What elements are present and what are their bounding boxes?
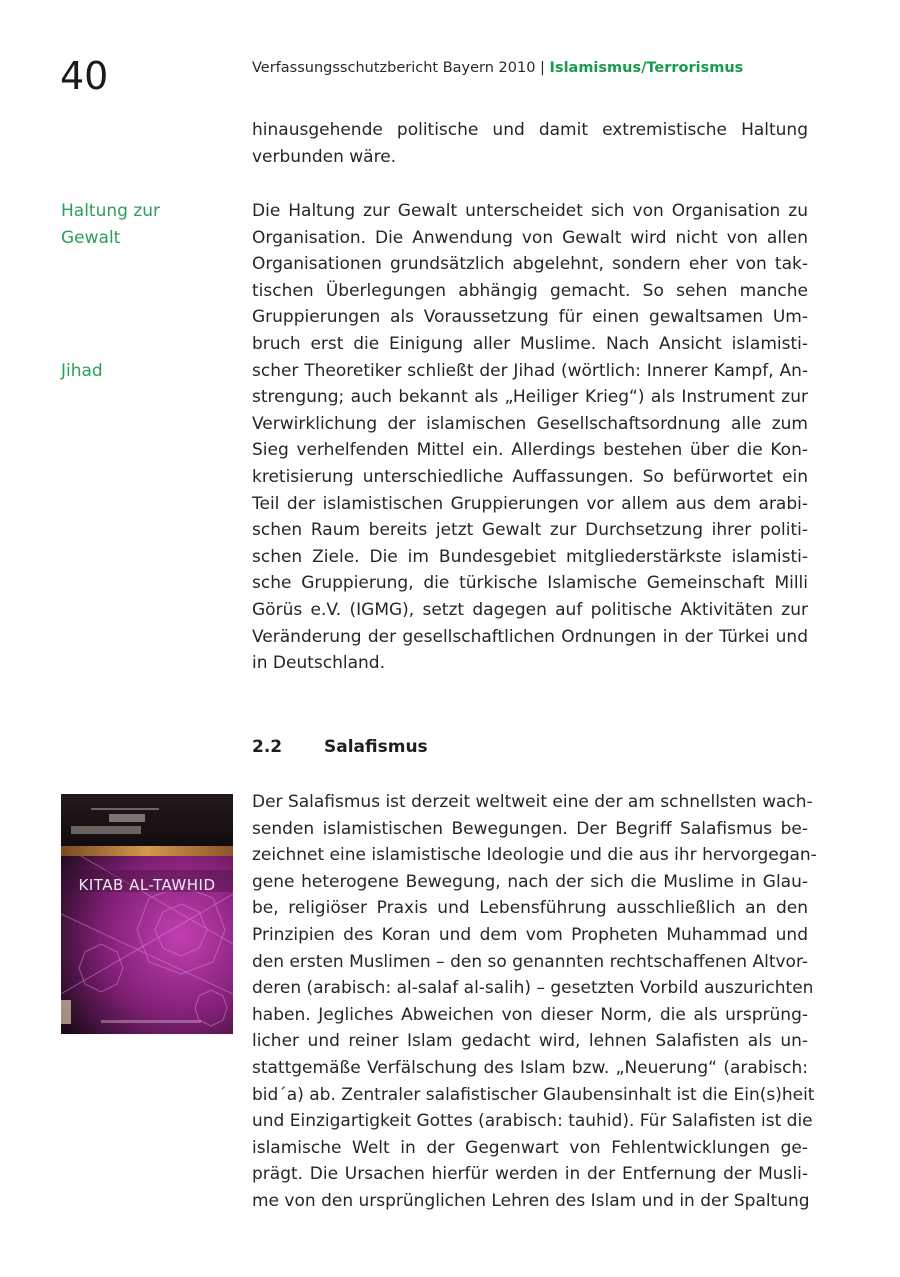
text-line: Die Haltung zur Gewalt unterscheidet sich von Organisation zu	[252, 201, 808, 221]
text-line: schen Raum bereits jetzt Gewalt zur Durchsetzung ihrer politi-	[252, 520, 808, 541]
text-line: tischen Überlegungen abhängig gemacht. So sehen manche	[252, 280, 808, 301]
text-line: scher Theoretiker schließt der Jihad (wörtlich: Innerer Kampf, An-	[252, 360, 808, 381]
text-line: Prinzipien des Koran und dem vom Propheten Muhammad und	[252, 925, 808, 945]
margin-note-jihad: Jihad	[61, 361, 103, 381]
text-line: Teil der islamistischen Gruppierungen vor allem aus dem arabi-	[252, 493, 808, 514]
text-line: prägt. Die Ursachen hierfür werden in der Entfernung der Musli-	[252, 1164, 808, 1185]
text-line: strengung; auch bekannt als „Heiliger Krieg“) als Instrument zur	[252, 387, 808, 408]
text-line: islamische Welt in der Gegenwart von Fehlentwicklungen ge-	[252, 1137, 808, 1158]
text-line: stattgemäße Verfälschung des Islam bzw. „Neuerung“ (arabisch:	[252, 1058, 808, 1078]
text-line: verbunden wäre.	[252, 146, 397, 167]
text-line: hinausgehende politische und damit extremistische Haltung	[252, 120, 808, 140]
section-heading	[252, 734, 428, 760]
text-line: bid´a) ab. Zentraler salafistischer Glaubensinhalt ist die Ein(s)heit	[252, 1084, 815, 1105]
text-line: und Einzigartigkeit Gottes (arabisch: tauhid). Für Salafisten ist die	[252, 1111, 813, 1132]
book-cover-image	[61, 794, 233, 1034]
text-line: haben. Jegliches Abweichen von dieser Norm, die als ursprüng-	[252, 1004, 808, 1025]
text-line: Sieg verhelfenden Mittel ein. Allerdings bestehen über die Kon-	[252, 440, 808, 461]
text-line: Gruppierungen als Voraussetzung für einen gewaltsamen Um-	[252, 307, 808, 328]
text-line: deren (arabisch: al-salaf al-salih) – gesetzten Vorbild auszurichten	[252, 978, 814, 999]
text-line: den ersten Muslimen – den so genannten rechtschaffenen Altvor-	[252, 951, 808, 972]
text-line: Görüs e.V. (IGMG), setzt dagegen auf politische Aktivitäten zur	[252, 600, 808, 620]
book-cover-art	[61, 794, 233, 1034]
text-line: senden islamistischen Bewegungen. Der Begriff Salafismus be-	[252, 818, 808, 839]
text-line: licher und reiner Islam gedacht wird, lehnen Salafisten als un-	[252, 1031, 808, 1052]
section-heading-title: Salafismus	[324, 737, 428, 757]
section-title: Islamismus/Terrorismus	[549, 60, 744, 76]
text-line: Organisationen grundsätzlich abgelehnt, sondern eher von tak-	[252, 254, 808, 275]
text-line: Der Salafismus ist derzeit weltweit eine der am schnellsten wach-	[252, 792, 813, 812]
book-cover-title: KITAB AL-TAWHID	[78, 876, 216, 894]
text-line: Organisation. Die Anwendung von Gewalt wird nicht von allen	[252, 227, 808, 248]
section-number: 2.2	[252, 737, 283, 757]
text-line: gene heterogene Bewegung, nach der sich die Muslime in Glau-	[252, 871, 808, 892]
running-header	[252, 58, 743, 78]
text-line: be, religiöser Praxis und Lebensführung ausschließlich an den	[252, 898, 808, 919]
margin-note-violence-line-2: Gewalt	[61, 227, 121, 248]
text-line: me von den ursprünglichen Lehren des Islam und in der Spaltung	[252, 1191, 810, 1211]
text-line: sche Gruppierung, die türkische Islamische Gemeinschaft Milli	[252, 573, 808, 594]
margin-note-violence-line-1: Haltung zur	[61, 201, 161, 221]
text-line: Veränderung der gesellschaftlichen Ordnungen in der Türkei und	[252, 626, 808, 647]
text-line: schen Ziele. Die im Bundesgebiet mitgliederstärkste islamisti-	[252, 546, 808, 567]
text-line: Verwirklichung der islamischen Gesellschaftsordnung alle zum	[252, 413, 808, 434]
text-line: bruch erst die Einigung aller Muslime. Nach Ansicht islamisti-	[252, 334, 808, 354]
text-line: kretisierung unterschiedliche Auffassungen. So befürwortet ein	[252, 467, 808, 487]
page-number: 40	[60, 54, 109, 98]
report-title: Verfassungsschutzbericht Bayern 2010 |	[252, 60, 550, 76]
text-line: in Deutschland.	[252, 653, 385, 674]
text-line: zeichnet eine islamistische Ideologie und die aus ihr hervorgegan-	[252, 845, 817, 866]
